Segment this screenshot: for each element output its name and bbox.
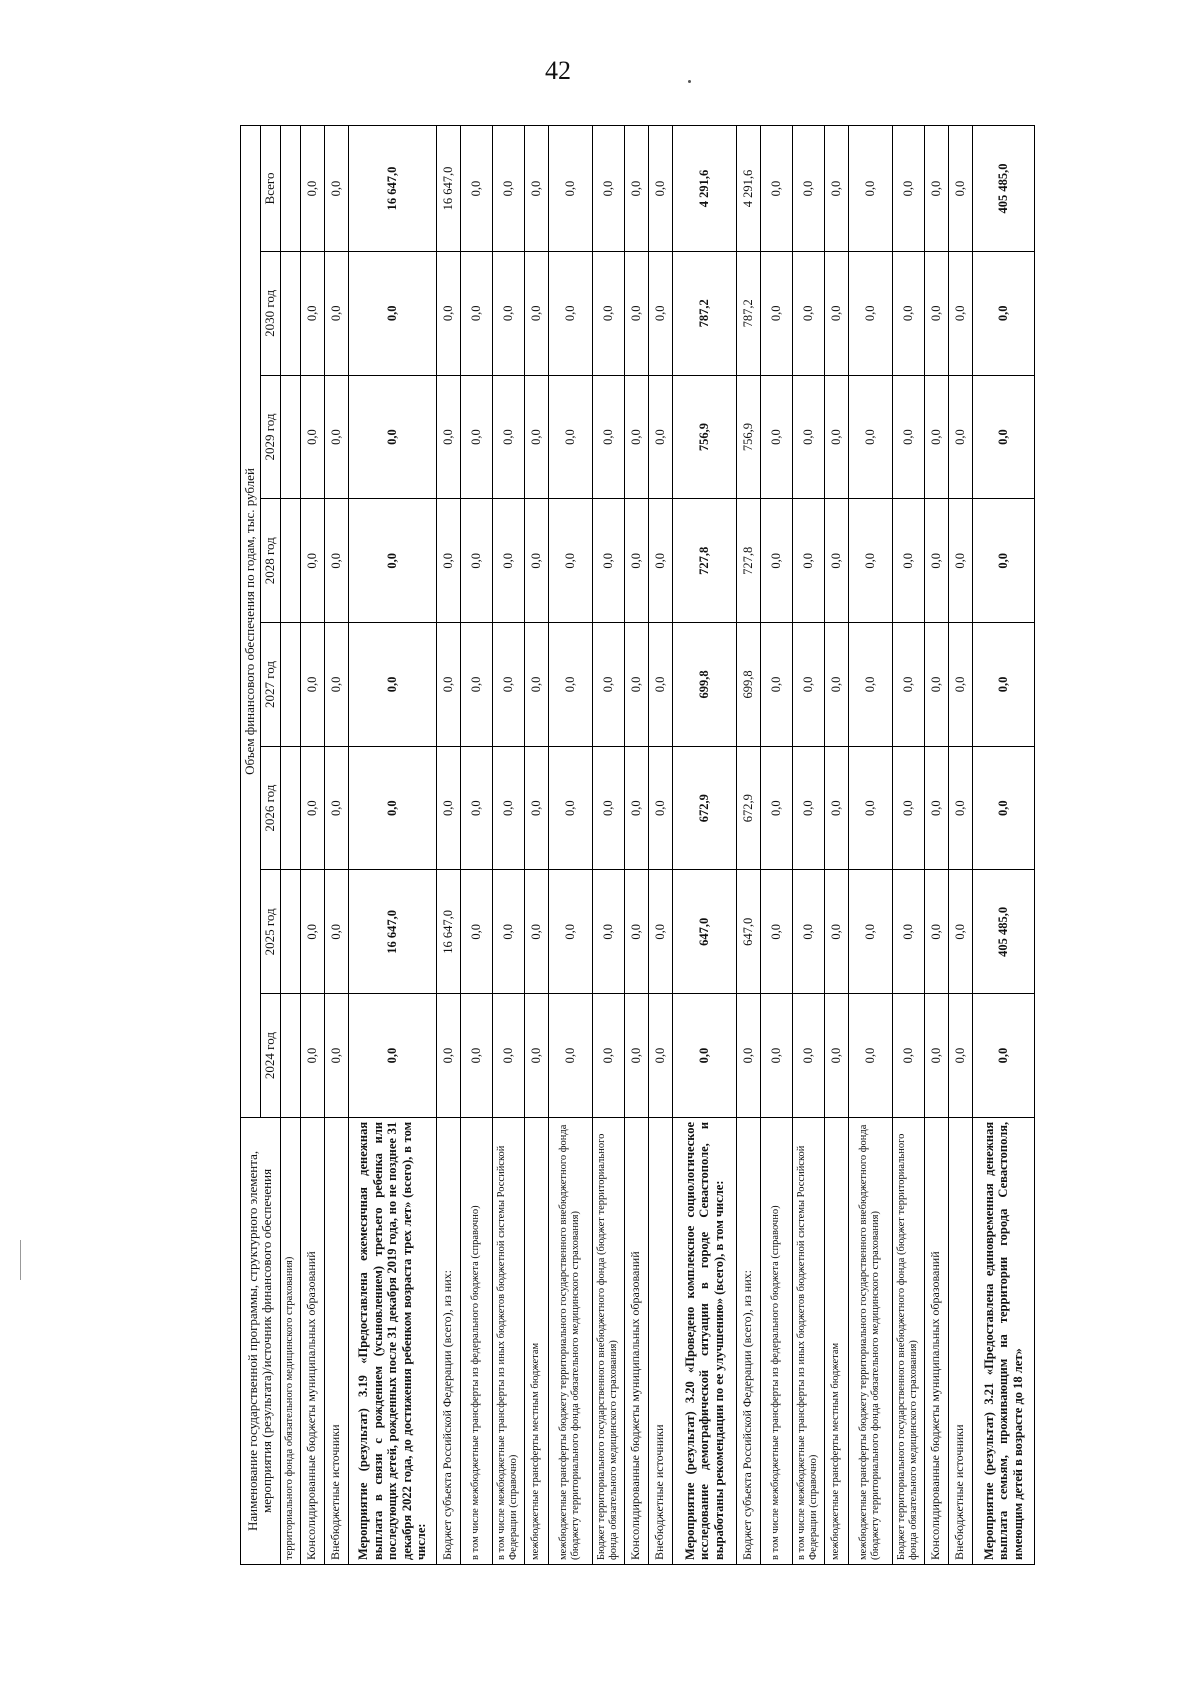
cell-year-value: 0,0 xyxy=(548,251,592,375)
rotated-table-container xyxy=(240,125,1120,1565)
cell-total: 0,0 xyxy=(460,126,492,252)
table-row xyxy=(848,126,892,1565)
cell-total: 0,0 xyxy=(624,126,648,252)
scan-margin-mark xyxy=(20,1240,21,1280)
cell-year-value: 0,0 xyxy=(792,870,824,994)
cell-total: 0,0 xyxy=(848,126,892,252)
cell-year-value: 0,0 xyxy=(848,746,892,870)
cell-total: 0,0 xyxy=(824,126,848,252)
cell-total: 4 291,6 xyxy=(736,126,760,252)
header-name-column: Наименование государственной программы, структурного элемента, мероприятия (результата)/источник финансового обеспечения xyxy=(241,1117,281,1564)
table-row xyxy=(460,126,492,1565)
cell-year-value: 0,0 xyxy=(624,994,648,1118)
cell-year-value: 0,0 xyxy=(460,746,492,870)
cell-year-value: 0,0 xyxy=(524,375,548,499)
cell-year-value: 0,0 xyxy=(300,746,324,870)
table-row xyxy=(300,126,324,1565)
row-source-name: в том числе межбюджетные трансферты из федерального бюджета (справочно) xyxy=(460,1117,492,1564)
cell-year-value: 0,0 xyxy=(300,251,324,375)
cell-year-value: 647,0 xyxy=(736,870,760,994)
cell-year-value: 0,0 xyxy=(672,994,736,1118)
row-source-name: Внебюджетные источники xyxy=(648,1117,672,1564)
cell-year-value: 0,0 xyxy=(848,994,892,1118)
cell-year-value: 0,0 xyxy=(892,251,924,375)
cell-year-value: 0,0 xyxy=(324,499,348,623)
row-source-name: в том числе межбюджетные трансферты из федерального бюджета (справочно) xyxy=(760,1117,792,1564)
cell-year-value: 0,0 xyxy=(792,746,824,870)
cell-year-value: 0,0 xyxy=(348,623,436,747)
cell-year-value: 0,0 xyxy=(300,375,324,499)
cell-year-value: 0,0 xyxy=(760,499,792,623)
cell-total: 0,0 xyxy=(948,126,972,252)
cell-year-value: 756,9 xyxy=(672,375,736,499)
cell-year-value: 0,0 xyxy=(824,499,848,623)
cell-year-value: 0,0 xyxy=(492,994,524,1118)
cell-year-value: 0,0 xyxy=(624,251,648,375)
table-body xyxy=(280,126,1034,1565)
table-row xyxy=(348,126,436,1565)
row-source-name: Бюджет субъекта Российской Федерации (всего), из них: xyxy=(436,1117,460,1564)
cell-total: 0,0 xyxy=(792,126,824,252)
cell-year-value: 0,0 xyxy=(524,499,548,623)
cell-year-value: 0,0 xyxy=(592,375,624,499)
cell-total: 0,0 xyxy=(592,126,624,252)
row-source-name: межбюджетные трансферты местным бюджетам xyxy=(524,1117,548,1564)
cell-year-value: 0,0 xyxy=(524,746,548,870)
table-row xyxy=(592,126,624,1565)
scan-speck xyxy=(688,80,691,83)
cell-year-value: 0,0 xyxy=(824,623,848,747)
cell-year-value: 0,0 xyxy=(300,870,324,994)
cell-year-value: 0,0 xyxy=(548,623,592,747)
cell-year-value: 0,0 xyxy=(624,375,648,499)
row-source-name: Консолидированные бюджеты муниципальных образований xyxy=(300,1117,324,1564)
cell-year-value xyxy=(280,499,300,623)
cell-year-value: 0,0 xyxy=(524,870,548,994)
cell-year-value: 0,0 xyxy=(924,375,948,499)
cell-year-value: 0,0 xyxy=(760,746,792,870)
row-source-name: межбюджетные трансферты бюджету территориального государственного внебюджетного фонда (бюджету территориального фонда обязательного медицинского страхования) xyxy=(848,1117,892,1564)
cell-year-value: 0,0 xyxy=(848,251,892,375)
table-row xyxy=(892,126,924,1565)
cell-year-value: 0,0 xyxy=(948,499,972,623)
cell-year-value: 0,0 xyxy=(548,375,592,499)
table-row xyxy=(824,126,848,1565)
cell-year-value: 0,0 xyxy=(648,499,672,623)
cell-year-value: 699,8 xyxy=(672,623,736,747)
cell-year-value: 0,0 xyxy=(648,870,672,994)
cell-year-value: 0,0 xyxy=(324,375,348,499)
cell-total: 0,0 xyxy=(548,126,592,252)
cell-year-value: 0,0 xyxy=(624,623,648,747)
header-year: 2028 год xyxy=(260,499,280,623)
cell-year-value: 0,0 xyxy=(792,499,824,623)
row-source-name: Мероприятие (результат) 3.19 «Предоставлена ежемесячная денежная выплата в связи с рождением (усыновлением) третьего ребенка или последующих детей, рожденных после 31 декабря 2019 года, но не позднее 31 декабря 2022 года, до достижения ребенком возраста трех лет» (всего), в том числе: xyxy=(348,1117,436,1564)
cell-year-value: 0,0 xyxy=(792,623,824,747)
cell-year-value: 0,0 xyxy=(824,870,848,994)
cell-year-value: 0,0 xyxy=(648,375,672,499)
cell-year-value: 0,0 xyxy=(300,994,324,1118)
cell-year-value: 0,0 xyxy=(972,623,1034,747)
cell-year-value: 0,0 xyxy=(924,870,948,994)
cell-year-value: 0,0 xyxy=(824,994,848,1118)
table-row xyxy=(648,126,672,1565)
row-source-name: в том числе межбюджетные трансферты из иных бюджетов бюджетной системы Российской Федерации (справочно) xyxy=(492,1117,524,1564)
cell-year-value: 405 485,0 xyxy=(972,870,1034,994)
table-row xyxy=(492,126,524,1565)
cell-year-value: 0,0 xyxy=(300,623,324,747)
row-source-name: Консолидированные бюджеты муниципальных образований xyxy=(624,1117,648,1564)
cell-year-value: 0,0 xyxy=(924,746,948,870)
cell-total: 0,0 xyxy=(924,126,948,252)
cell-total: 4 291,6 xyxy=(672,126,736,252)
cell-year-value: 0,0 xyxy=(492,746,524,870)
cell-year-value: 0,0 xyxy=(792,375,824,499)
cell-total: 405 485,0 xyxy=(972,126,1034,252)
cell-year-value: 0,0 xyxy=(460,994,492,1118)
row-source-name: территориального фонда обязательного медицинского страхования) xyxy=(280,1117,300,1564)
cell-year-value: 727,8 xyxy=(672,499,736,623)
cell-year-value: 0,0 xyxy=(324,994,348,1118)
cell-year-value: 756,9 xyxy=(736,375,760,499)
header-year: 2026 год xyxy=(260,746,280,870)
cell-total: 0,0 xyxy=(760,126,792,252)
cell-year-value: 647,0 xyxy=(672,870,736,994)
page-number: 42 xyxy=(545,56,571,85)
cell-year-value: 0,0 xyxy=(548,994,592,1118)
cell-year-value: 787,2 xyxy=(672,251,736,375)
cell-total: 0,0 xyxy=(524,126,548,252)
cell-year-value: 0,0 xyxy=(348,499,436,623)
cell-year-value: 0,0 xyxy=(648,623,672,747)
cell-year-value: 0,0 xyxy=(492,870,524,994)
cell-year-value: 0,0 xyxy=(324,623,348,747)
cell-year-value: 0,0 xyxy=(592,870,624,994)
cell-year-value: 0,0 xyxy=(848,623,892,747)
cell-year-value: 0,0 xyxy=(324,746,348,870)
header-year: 2024 год xyxy=(260,994,280,1118)
table-row xyxy=(436,126,460,1565)
cell-year-value: 0,0 xyxy=(824,375,848,499)
cell-year-value: 16 647,0 xyxy=(348,870,436,994)
header-year: 2029 год xyxy=(260,375,280,499)
cell-year-value: 0,0 xyxy=(892,746,924,870)
table-row xyxy=(280,126,300,1565)
financing-table xyxy=(240,125,1035,1565)
cell-year-value: 699,8 xyxy=(736,623,760,747)
cell-year-value: 0,0 xyxy=(436,623,460,747)
cell-year-value: 672,9 xyxy=(736,746,760,870)
cell-year-value xyxy=(280,623,300,747)
table-row xyxy=(324,126,348,1565)
cell-year-value: 0,0 xyxy=(524,623,548,747)
cell-year-value: 0,0 xyxy=(924,994,948,1118)
header-year: 2025 год xyxy=(260,870,280,994)
cell-year-value: 0,0 xyxy=(324,870,348,994)
cell-year-value: 0,0 xyxy=(436,499,460,623)
cell-year-value xyxy=(280,375,300,499)
cell-year-value: 0,0 xyxy=(972,499,1034,623)
cell-year-value: 0,0 xyxy=(948,870,972,994)
cell-year-value xyxy=(280,994,300,1118)
cell-year-value: 0,0 xyxy=(972,994,1034,1118)
cell-year-value: 0,0 xyxy=(972,251,1034,375)
cell-year-value: 0,0 xyxy=(548,870,592,994)
table-row xyxy=(736,126,760,1565)
cell-year-value: 0,0 xyxy=(948,623,972,747)
table-row xyxy=(948,126,972,1565)
cell-year-value: 0,0 xyxy=(592,251,624,375)
cell-year-value: 0,0 xyxy=(436,251,460,375)
cell-year-value: 0,0 xyxy=(760,870,792,994)
header-year: 2030 год xyxy=(260,251,280,375)
row-source-name: межбюджетные трансферты бюджету территориального государственного внебюджетного фонда (бюджету территориального фонда обязательного медицинского страхования) xyxy=(548,1117,592,1564)
cell-year-value: 0,0 xyxy=(892,870,924,994)
header-year: 2027 год xyxy=(260,623,280,747)
cell-year-value: 0,0 xyxy=(300,499,324,623)
cell-year-value: 0,0 xyxy=(460,375,492,499)
table-row xyxy=(760,126,792,1565)
cell-year-value: 0,0 xyxy=(792,251,824,375)
cell-year-value: 0,0 xyxy=(436,375,460,499)
cell-year-value: 0,0 xyxy=(460,499,492,623)
cell-year-value: 0,0 xyxy=(348,746,436,870)
cell-year-value: 0,0 xyxy=(624,499,648,623)
cell-year-value: 672,9 xyxy=(672,746,736,870)
table-row xyxy=(548,126,592,1565)
cell-year-value: 0,0 xyxy=(760,623,792,747)
cell-year-value: 0,0 xyxy=(592,623,624,747)
row-source-name: межбюджетные трансферты местным бюджетам xyxy=(824,1117,848,1564)
cell-year-value: 0,0 xyxy=(648,994,672,1118)
cell-year-value: 0,0 xyxy=(492,251,524,375)
table-row xyxy=(972,126,1034,1565)
cell-year-value: 0,0 xyxy=(892,623,924,747)
cell-total xyxy=(280,126,300,252)
cell-year-value: 0,0 xyxy=(436,994,460,1118)
cell-year-value: 0,0 xyxy=(760,375,792,499)
cell-year-value: 0,0 xyxy=(892,375,924,499)
cell-year-value: 0,0 xyxy=(324,251,348,375)
cell-year-value: 0,0 xyxy=(548,746,592,870)
header-total: Всего xyxy=(260,126,280,252)
cell-year-value: 0,0 xyxy=(924,251,948,375)
cell-total: 0,0 xyxy=(300,126,324,252)
cell-year-value: 0,0 xyxy=(460,870,492,994)
cell-year-value: 0,0 xyxy=(348,994,436,1118)
cell-year-value: 0,0 xyxy=(436,746,460,870)
cell-year-value: 0,0 xyxy=(848,499,892,623)
cell-year-value: 0,0 xyxy=(524,994,548,1118)
cell-year-value: 0,0 xyxy=(892,994,924,1118)
row-source-name: Консолидированные бюджеты муниципальных образований xyxy=(924,1117,948,1564)
cell-year-value: 0,0 xyxy=(948,251,972,375)
row-source-name: Бюджет территориального государственного внебюджетного фонда (бюджет территориального фонда обязательного медицинского страхования) xyxy=(892,1117,924,1564)
cell-year-value: 0,0 xyxy=(492,499,524,623)
cell-year-value: 0,0 xyxy=(492,623,524,747)
cell-total: 16 647,0 xyxy=(436,126,460,252)
cell-year-value: 0,0 xyxy=(624,870,648,994)
cell-total: 16 647,0 xyxy=(348,126,436,252)
cell-year-value: 0,0 xyxy=(548,499,592,623)
row-source-name: Мероприятие (результат) 3.21 «Предоставлена единовременная денежная выплата семьям, проживающим на территории города Севастополя, имеющим детей в возрасте до 18 лет» xyxy=(972,1117,1034,1564)
table-row xyxy=(792,126,824,1565)
cell-year-value: 0,0 xyxy=(524,251,548,375)
row-source-name: Внебюджетные источники xyxy=(948,1117,972,1564)
cell-year-value: 0,0 xyxy=(948,994,972,1118)
cell-year-value: 727,8 xyxy=(736,499,760,623)
cell-year-value: 16 647,0 xyxy=(436,870,460,994)
cell-year-value: 0,0 xyxy=(824,746,848,870)
cell-year-value: 0,0 xyxy=(592,746,624,870)
cell-year-value: 0,0 xyxy=(948,746,972,870)
cell-year-value: 0,0 xyxy=(924,499,948,623)
cell-year-value: 0,0 xyxy=(792,994,824,1118)
row-source-name: Внебюджетные источники xyxy=(324,1117,348,1564)
row-source-name: Бюджет территориального государственного внебюджетного фонда (бюджет территориального фонда обязательного медицинского страхования) xyxy=(592,1117,624,1564)
cell-total: 0,0 xyxy=(648,126,672,252)
cell-year-value: 0,0 xyxy=(848,870,892,994)
table-row xyxy=(672,126,736,1565)
table-row xyxy=(924,126,948,1565)
cell-year-value: 0,0 xyxy=(592,499,624,623)
cell-year-value: 0,0 xyxy=(648,251,672,375)
cell-year-value: 0,0 xyxy=(892,499,924,623)
cell-total: 0,0 xyxy=(892,126,924,252)
row-source-name: в том числе межбюджетные трансферты из иных бюджетов бюджетной системы Российской Федерации (справочно) xyxy=(792,1117,824,1564)
cell-year-value: 787,2 xyxy=(736,251,760,375)
cell-year-value: 0,0 xyxy=(948,375,972,499)
cell-year-value xyxy=(280,870,300,994)
header-volume-group: Объем финансового обеспечения по годам, тыс. рублей xyxy=(241,126,261,1118)
cell-year-value: 0,0 xyxy=(760,994,792,1118)
cell-year-value: 0,0 xyxy=(492,375,524,499)
cell-year-value: 0,0 xyxy=(972,375,1034,499)
cell-year-value: 0,0 xyxy=(460,623,492,747)
cell-total: 0,0 xyxy=(324,126,348,252)
cell-year-value: 0,0 xyxy=(972,746,1034,870)
cell-year-value: 0,0 xyxy=(624,746,648,870)
cell-year-value: 0,0 xyxy=(736,994,760,1118)
cell-year-value: 0,0 xyxy=(348,251,436,375)
cell-year-value: 0,0 xyxy=(348,375,436,499)
cell-year-value: 0,0 xyxy=(924,623,948,747)
cell-year-value: 0,0 xyxy=(648,746,672,870)
cell-year-value: 0,0 xyxy=(760,251,792,375)
cell-year-value xyxy=(280,746,300,870)
table-row xyxy=(624,126,648,1565)
table-row xyxy=(524,126,548,1565)
cell-year-value: 0,0 xyxy=(848,375,892,499)
cell-year-value: 0,0 xyxy=(592,994,624,1118)
cell-total: 0,0 xyxy=(492,126,524,252)
cell-year-value xyxy=(280,251,300,375)
cell-year-value: 0,0 xyxy=(824,251,848,375)
cell-year-value: 0,0 xyxy=(460,251,492,375)
row-source-name: Бюджет субъекта Российской Федерации (всего), из них: xyxy=(736,1117,760,1564)
row-source-name: Мероприятие (результат) 3.20 «Проведено комплексное социологическое исследование демографической ситуации в городе Севастополе, и выработаны рекомендации по ее улучшению» (всего), в том числе: xyxy=(672,1117,736,1564)
